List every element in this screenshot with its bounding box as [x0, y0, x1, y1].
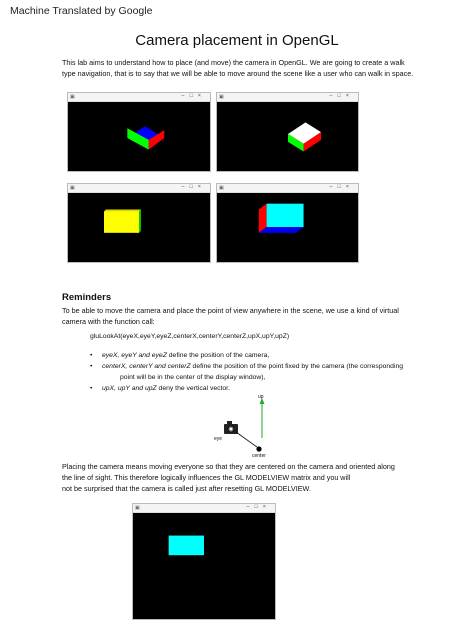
cube-green-face — [139, 210, 141, 233]
cube-cyan-face — [267, 204, 304, 227]
screenshot-window-2 — [216, 92, 359, 172]
bullet-icon: • — [90, 385, 93, 392]
center-label: center — [252, 453, 266, 459]
cube-yellow-face — [104, 211, 139, 232]
opengl-viewport — [68, 101, 210, 171]
list-item — [90, 383, 420, 394]
window-controls: –□× — [246, 504, 271, 510]
list-item — [90, 350, 420, 361]
app-icon: ▣ — [219, 185, 224, 191]
function-call: gluLookAt(eyeX,eyeY,eyeZ,centerX,centerY,centerZ,upX,upY,upZ) — [90, 333, 290, 340]
opengl-viewport — [68, 192, 210, 262]
cube-render — [217, 192, 358, 262]
cube-top-face — [104, 210, 141, 212]
cube-render — [68, 101, 210, 171]
cube-cyan-face — [169, 536, 204, 556]
placing-paragraph — [62, 461, 420, 494]
list-item-continuation: point will be in the center of the display window), — [120, 374, 266, 381]
cube-render — [133, 512, 275, 619]
center-point — [256, 446, 261, 451]
app-icon: ▣ — [70, 94, 75, 100]
app-icon: ▣ — [219, 94, 224, 100]
screenshot-window-4 — [216, 183, 359, 263]
camera-icon — [224, 421, 238, 434]
placing-line-2: the line of sight. This therefore logically influences the GL MODELVIEW matrix and you will — [62, 473, 351, 482]
opengl-viewport — [217, 101, 358, 171]
eye-label: eye — [214, 436, 223, 442]
screenshot-window-5 — [132, 503, 276, 620]
camera-diagram — [212, 394, 282, 464]
opengl-viewport — [217, 192, 358, 262]
bullet-icon: • — [90, 363, 93, 370]
app-icon: ▣ — [70, 185, 75, 191]
window-controls: –□× — [329, 184, 354, 190]
param-names: upX, upY and upZ — [102, 385, 157, 392]
app-icon: ▣ — [135, 505, 140, 511]
page-title: Camera placement in OpenGL — [135, 32, 339, 49]
screenshot-window-1 — [67, 92, 211, 172]
cube-render — [217, 101, 358, 171]
placing-line-1: Placing the camera means moving everyone so that they are centered on the camera and oriented along — [62, 462, 395, 471]
param-names: centerX, centerY and centerZ — [102, 363, 191, 370]
line-of-sight — [236, 432, 257, 447]
section-heading: Reminders — [62, 292, 112, 303]
placing-line-3: not be surprised that the camera is called just after resetting GL MODELVIEW. — [62, 484, 311, 493]
param-description: define the position of the point fixed by the camera (the corresponding — [190, 363, 404, 370]
bullet-icon: • — [90, 352, 93, 359]
screenshot-window-3 — [67, 183, 211, 263]
cube-blue-face — [259, 227, 304, 233]
param-description: deny the vertical vector. — [156, 385, 230, 392]
param-description: define the position of the camera, — [166, 352, 270, 359]
list-item — [90, 361, 420, 372]
window-controls: –□× — [181, 184, 206, 190]
param-names: eyeX, eyeY and eyeZ — [102, 352, 167, 359]
window-controls: –□× — [329, 93, 354, 99]
parameter-list — [90, 350, 420, 394]
window-controls: –□× — [181, 93, 206, 99]
translation-banner: Machine Translated by Google — [10, 5, 153, 17]
reminders-paragraph: To be able to move the camera and place the point of view anywhere in the scene, we use a kind of virtual camera with the function call: — [62, 306, 399, 326]
intro-paragraph: This lab aims to understand how to place (and move) the camera in OpenGL. We are going to create a walk type navigation, that is to say that we will be able to move around the scene like a user who can walk in space. — [62, 58, 414, 78]
opengl-viewport — [133, 512, 275, 619]
up-label: up — [258, 394, 264, 400]
cube-render — [68, 192, 210, 262]
